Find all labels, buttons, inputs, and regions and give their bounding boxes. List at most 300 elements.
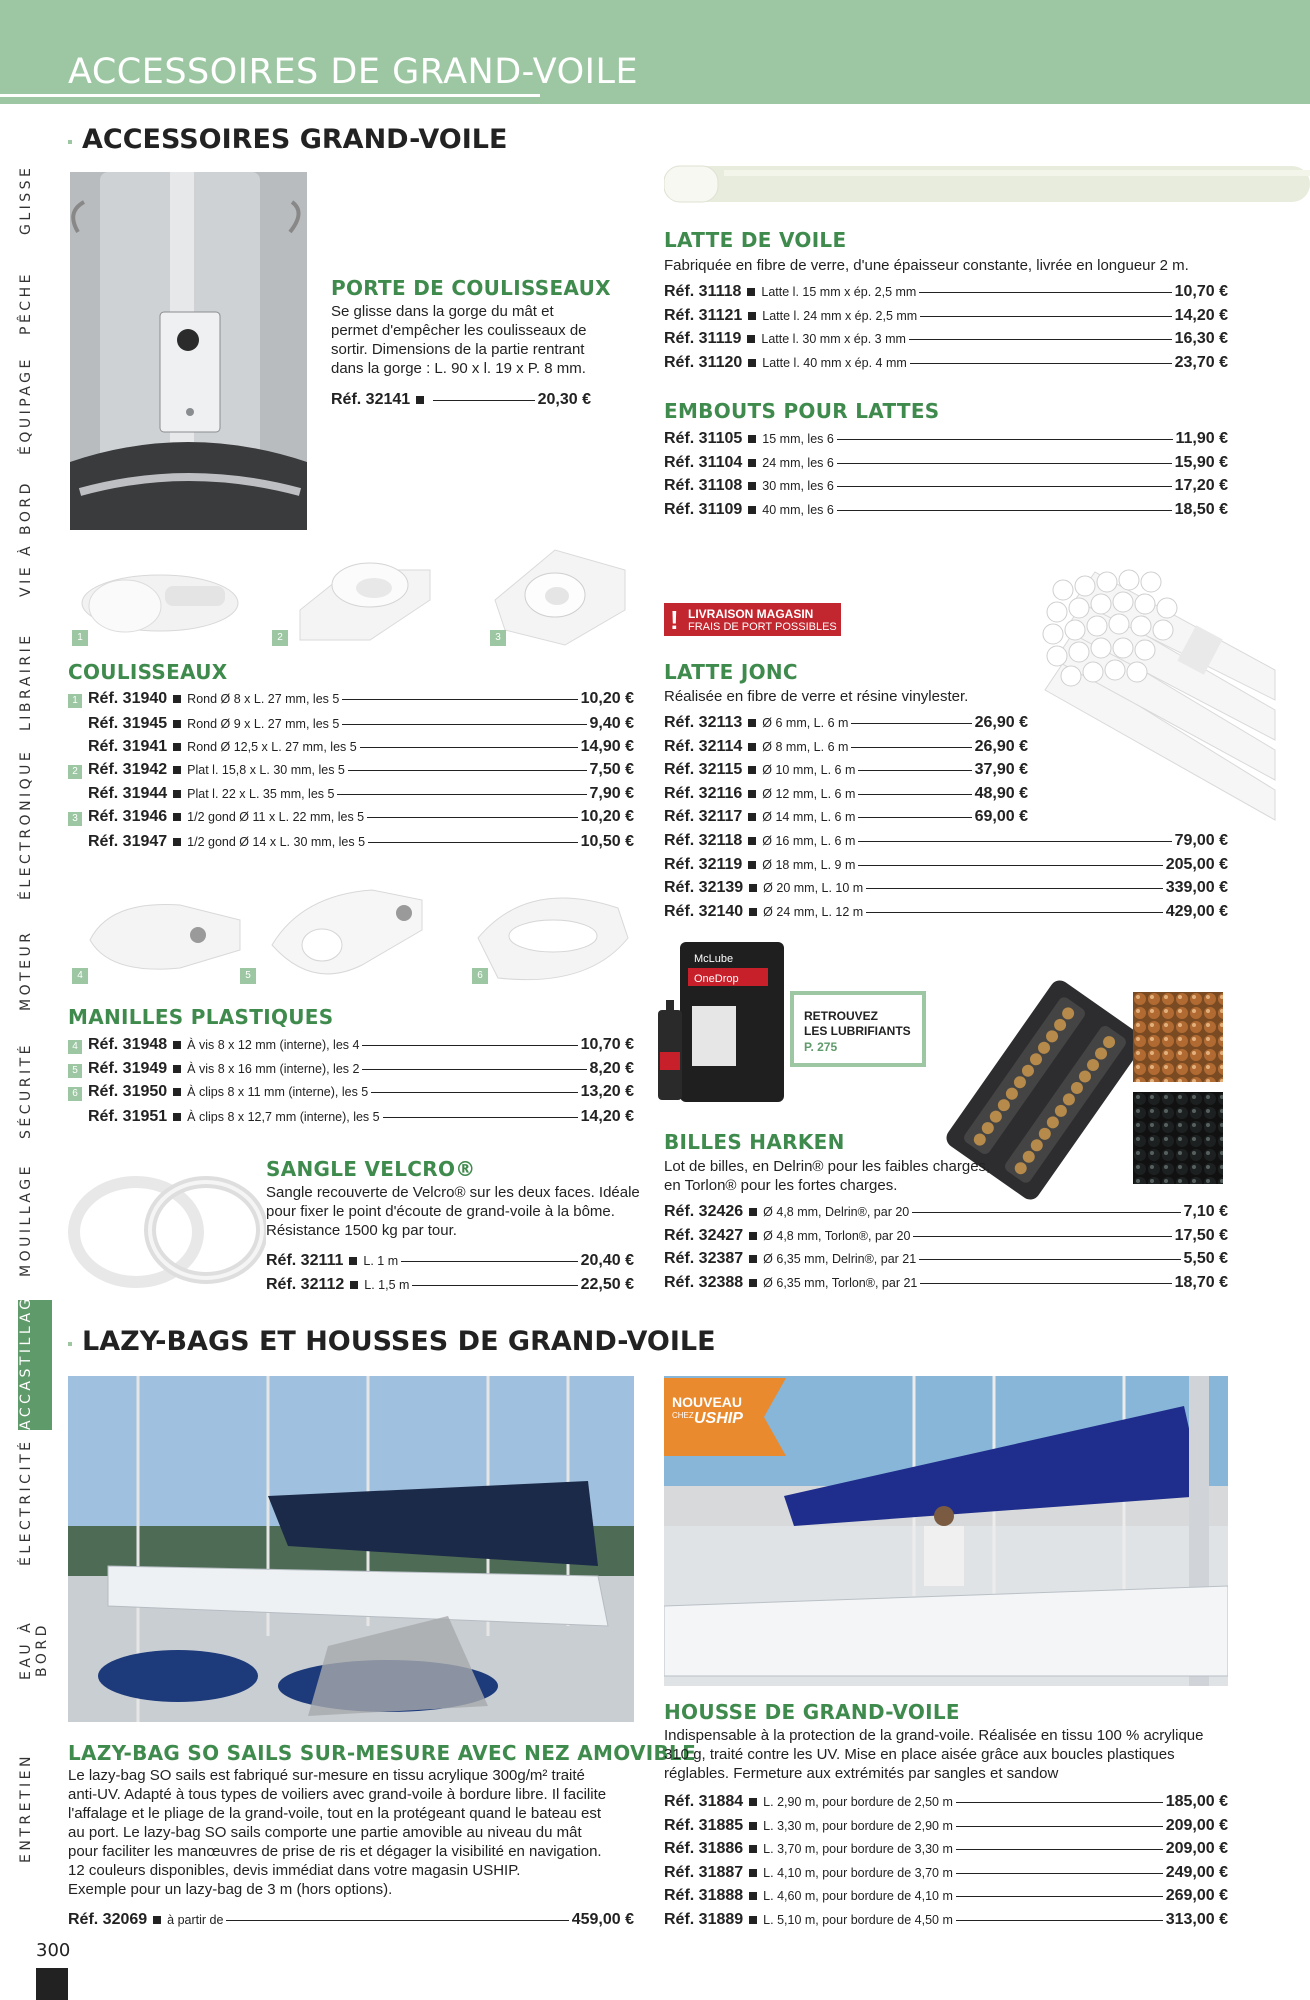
bullet-square-icon — [748, 459, 756, 467]
ref-code: Réf. 31884 — [664, 1793, 744, 1810]
description-line: Le lazy-bag SO sails est fabriqué sur-mesure en tissu acrylique 300g/m² traité — [68, 1767, 585, 1784]
ref-label: Ø 12 mm, L. 6 m — [762, 786, 856, 801]
price: 459,00 € — [571, 1911, 634, 1928]
bullet-square-icon — [173, 695, 181, 703]
bullet-square-icon — [749, 1798, 757, 1806]
variant-badge: 2 — [68, 765, 82, 779]
section-heading-accessoires: ACCESSOIRES GRAND-VOILE — [72, 124, 517, 155]
leader-line — [920, 1283, 1171, 1284]
ref-code: Réf. 31104 — [664, 453, 743, 471]
ref-code: Réf. 31889 — [664, 1910, 744, 1928]
side-tab-11[interactable]: EAU À BORD — [18, 1619, 50, 1681]
bullet-square-icon — [173, 743, 181, 751]
price: 13,20 € — [580, 1083, 634, 1101]
lazybag-description — [68, 1766, 606, 1899]
ref-label: Ø 6,35 mm, Delrin®, par 21 — [763, 1252, 917, 1267]
bullet-square-icon — [749, 1869, 757, 1877]
page-corner-block — [36, 1968, 68, 2000]
price: 48,90 € — [974, 784, 1028, 802]
ref-code: Réf. 31121 — [664, 306, 743, 324]
side-tab-12[interactable]: ENTRETIEN — [18, 1753, 34, 1863]
ref-row — [664, 307, 1228, 331]
leader-line — [401, 1261, 577, 1262]
ref-row — [664, 1887, 1228, 1911]
ref-label: Ø 24 mm, L. 12 m — [763, 904, 864, 919]
livraison-badge — [664, 603, 841, 636]
bullet-square-icon — [173, 766, 181, 774]
ref-row — [664, 1911, 1228, 1935]
price: 209,00 € — [1165, 1816, 1228, 1834]
description-line: Fabriquée en fibre de verre, d'une épaisseur constante, livrée en longueur 2 m. — [664, 257, 1189, 274]
description-line: permet d'empêcher les coulisseaux de — [331, 322, 587, 339]
side-tab-4[interactable]: LIBRAIRIE — [18, 632, 34, 732]
ref-row — [664, 856, 1228, 880]
ref-row — [664, 808, 1028, 832]
housse-title: HOUSSE DE GRAND-VOILE — [664, 1700, 960, 1724]
description-line: dans la gorge : L. 90 x l. 19 x P. 8 mm. — [331, 360, 586, 377]
ref-row — [664, 477, 1228, 501]
bullet-square-icon — [748, 861, 756, 869]
side-tab-9[interactable]: ACCASTILLAGE — [18, 1300, 52, 1430]
price: 18,70 € — [1174, 1273, 1228, 1291]
ref-label: 1/2 gond Ø 14 x L. 30 mm, les 5 — [187, 834, 366, 849]
bullet-square-icon — [748, 743, 756, 751]
torlon-balls-image — [1133, 1092, 1223, 1184]
ref-row — [68, 1036, 634, 1060]
ref-row — [68, 832, 634, 856]
ref-row — [68, 1060, 634, 1084]
ref-label: Ø 4,8 mm, Torlon®, par 20 — [763, 1228, 911, 1243]
price: 10,20 € — [580, 690, 634, 707]
leader-line — [858, 770, 971, 771]
ref-label: Latte l. 24 mm x ép. 2,5 mm — [762, 308, 918, 323]
variant-badge: 1 — [68, 694, 82, 708]
ref-row — [68, 690, 634, 714]
price: 20,40 € — [580, 1252, 634, 1269]
bullet-square-icon — [749, 1916, 757, 1924]
ref-code: Réf. 31888 — [664, 1887, 744, 1905]
nouveau-label: NOUVEAU — [672, 1394, 743, 1410]
ref-code: Réf. 32388 — [664, 1273, 744, 1291]
ref-code: Réf. 32111 — [266, 1252, 344, 1269]
price: 14,90 € — [580, 738, 634, 756]
price: 16,30 € — [1174, 330, 1228, 348]
ref-label: Ø 14 mm, L. 6 m — [762, 810, 856, 825]
leader-line — [433, 400, 534, 401]
ref-code: Réf. 31950 — [88, 1083, 168, 1101]
bullet-square-icon — [173, 790, 181, 798]
ref-code: Réf. 31951 — [88, 1107, 168, 1125]
bullet-square-icon — [173, 813, 181, 821]
bullet-square-icon — [173, 838, 181, 846]
ref-label: à partir de — [167, 1913, 224, 1927]
bullet-square-icon — [173, 1065, 181, 1073]
livraison-line2: FRAIS DE PORT POSSIBLES — [688, 621, 837, 633]
variant-badge: 6 — [68, 1087, 82, 1101]
leader-line — [858, 841, 1171, 842]
ref-label: Rond Ø 9 x L. 27 mm, les 5 — [187, 716, 340, 731]
latte-de-voile-image — [664, 160, 1310, 208]
retrouvez-line2: LES LUBRIFIANTS — [804, 1024, 911, 1038]
price: 14,20 € — [1174, 306, 1228, 324]
bullet-square-icon — [749, 1232, 757, 1240]
housse-ref-table — [664, 1793, 1228, 1935]
ref-code: Réf. 31949 — [88, 1059, 168, 1077]
ref-row — [68, 1107, 634, 1131]
leader-line — [337, 794, 586, 795]
coulisseau-demi-gond-image — [485, 530, 635, 650]
ref-label: L. 1,5 m — [364, 1277, 410, 1292]
price: 11,90 € — [1175, 430, 1228, 447]
ref-row — [664, 1250, 1228, 1274]
price: 23,70 € — [1174, 353, 1228, 371]
packaging-product-text: OneDrop — [694, 973, 739, 985]
manille-vis-longue-image — [262, 875, 432, 995]
ref-code: Réf. 32115 — [664, 761, 743, 779]
description-line: Lot de billes, en Delrin® pour les faibles charges, — [664, 1158, 991, 1175]
ref-code: Réf. 31942 — [88, 760, 168, 778]
ref-row — [664, 430, 1228, 454]
ref-row — [664, 903, 1228, 927]
description-line: en Torlon® pour les fortes charges. — [664, 1177, 898, 1194]
price: 8,20 € — [589, 1059, 634, 1077]
price: 205,00 € — [1165, 855, 1228, 873]
ref-code: Réf. 31944 — [88, 785, 168, 803]
coulisseaux-ref-table — [68, 690, 634, 855]
lazy-bag-photo — [68, 1376, 634, 1722]
bullet-square-icon — [349, 1257, 357, 1265]
description-line: au port. Le lazy-bag SO sails comporte une partie amovible au niveau du mât — [68, 1824, 582, 1841]
side-tab-5[interactable]: ÉLECTRONIQUE — [18, 748, 34, 900]
side-tab-8[interactable]: MOUILLAGE — [18, 1163, 34, 1277]
ref-code: Réf. 31885 — [664, 1816, 744, 1834]
bullet-square-icon — [173, 1113, 181, 1121]
manille-clips-image — [468, 878, 638, 993]
price: 79,00 € — [1174, 832, 1228, 849]
description-line: 310 g, traité contre les UV. Mise en place aisée grâce aux boucles plastiques — [664, 1746, 1175, 1763]
price: 269,00 € — [1165, 1887, 1228, 1905]
bullet-square-icon — [748, 435, 756, 443]
leader-line — [956, 1896, 1163, 1897]
description-line: anti-UV. Adapté à tous types de voiliers avec grand-voile à bordure libre. Il facilite — [68, 1786, 607, 1803]
porte-coulisseaux-image — [70, 172, 307, 530]
bullet-square-icon — [173, 1041, 181, 1049]
description-line: Sangle recouverte de Velcro® sur les deux faces. Idéale — [266, 1184, 640, 1201]
ref-label: L. 1 m — [363, 1254, 399, 1268]
ref-row — [664, 1274, 1228, 1298]
ref-code: Réf. 31947 — [88, 832, 168, 850]
image-tag-4: 4 — [72, 968, 88, 984]
leader-line — [909, 339, 1172, 340]
leader-line — [837, 463, 1172, 464]
page-number: 300 — [36, 1940, 71, 1961]
ref-label: L. 4,10 m, pour bordure de 3,70 m — [763, 1865, 953, 1880]
ref-label: À vis 8 x 16 mm (interne), les 2 — [187, 1061, 360, 1076]
leader-line — [226, 1920, 568, 1921]
ref-label: Rond Ø 8 x L. 27 mm, les 5 — [187, 692, 340, 706]
ref-row — [68, 1911, 634, 1935]
price: 14,20 € — [580, 1107, 634, 1125]
leader-line — [342, 699, 577, 700]
ref-code: Réf. 32119 — [664, 855, 743, 873]
jonc-ref-table-long — [664, 832, 1228, 926]
ref-label: À clips 8 x 11 mm (interne), les 5 — [187, 1085, 369, 1100]
ref-row — [664, 1840, 1228, 1864]
bullet-square-icon — [749, 1255, 757, 1263]
leader-line — [956, 1802, 1163, 1803]
bullet-square-icon — [748, 790, 756, 798]
ref-code: Réf. 32141 — [331, 391, 411, 408]
ref-label: Ø 6 mm, L. 6 m — [762, 716, 849, 730]
alert-icon: ! — [670, 605, 679, 635]
price: 249,00 € — [1165, 1863, 1228, 1881]
ref-code: Réf. 32140 — [664, 902, 744, 920]
ref-code: Réf. 31886 — [664, 1840, 744, 1858]
latte-jonc-bundle-image — [1035, 560, 1280, 828]
ref-row — [664, 879, 1228, 903]
leader-line — [342, 724, 586, 725]
image-tag-3: 3 — [490, 630, 506, 646]
packaging-brand-text: McLube — [694, 953, 734, 965]
image-tag-2: 2 — [272, 630, 288, 646]
description-line: pour faciliter les manœuvres de prise de ris et dégager la visibilité en navigation. — [68, 1843, 602, 1860]
price: 37,90 € — [974, 761, 1028, 779]
leader-line — [360, 747, 578, 748]
bullet-square-icon — [749, 1208, 757, 1216]
ref-code: Réf. 31940 — [88, 690, 168, 707]
housse-description — [664, 1726, 1204, 1783]
embouts-ref-table — [664, 430, 1228, 524]
leader-line — [371, 1092, 577, 1093]
price: 18,50 € — [1174, 500, 1228, 518]
price: 15,90 € — [1174, 453, 1228, 471]
page-title: ACCESSOIRES DE GRAND-VOILE — [68, 52, 639, 92]
variant-badge: 4 — [68, 1040, 82, 1054]
side-tab-6[interactable]: MOTEUR — [18, 929, 34, 1011]
leader-line — [956, 1873, 1163, 1874]
leader-line — [412, 1285, 577, 1286]
description-line: Se glisse dans la gorge du mât et — [331, 303, 554, 320]
variant-badge — [68, 714, 82, 728]
leader-line — [362, 1069, 586, 1070]
ref-code: Réf. 31109 — [664, 500, 743, 518]
billes-title: BILLES HARKEN — [664, 1130, 845, 1154]
ref-label: L. 3,70 m, pour bordure de 3,30 m — [763, 1842, 953, 1857]
price: 7,90 € — [589, 785, 634, 803]
ref-code: Réf. 32426 — [664, 1203, 744, 1220]
variant-badge: 3 — [68, 812, 82, 826]
ref-code: Réf. 32117 — [664, 808, 743, 826]
jonc-description — [664, 687, 968, 706]
price: 26,90 € — [974, 737, 1028, 755]
leader-line — [837, 486, 1172, 487]
leader-line — [866, 888, 1163, 889]
side-tab-bar — [18, 160, 52, 1900]
sangle-ref-table — [266, 1252, 634, 1299]
latte-description — [664, 256, 1189, 275]
side-tab-0[interactable]: GLISSE — [18, 164, 34, 236]
ref-code: Réf. 31108 — [664, 477, 743, 495]
coulisseau-plat-image — [290, 530, 440, 650]
ref-row — [664, 454, 1228, 478]
ref-label: Latte l. 40 mm x ép. 4 mm — [762, 355, 907, 370]
ref-row — [68, 784, 634, 808]
side-tab-7[interactable]: SÉCURITÉ — [18, 1041, 34, 1139]
ref-label: Ø 20 mm, L. 10 m — [763, 881, 864, 896]
ref-row — [664, 1817, 1228, 1841]
ref-row — [664, 1864, 1228, 1888]
side-tab-10[interactable]: ÉLECTRICITÉ — [18, 1438, 34, 1566]
ref-row — [68, 737, 634, 761]
bullet-square-icon — [748, 482, 756, 490]
livraison-line1: LIVRAISON MAGASIN — [688, 607, 814, 621]
description-line: réglables. Fermeture aux extrémités par sangles et sandow — [664, 1765, 1059, 1782]
ref-row — [664, 283, 1228, 307]
ref-row — [664, 832, 1228, 856]
latte-ref-table — [664, 283, 1228, 377]
ref-row — [664, 1203, 1228, 1227]
bullet-square-icon — [173, 720, 181, 728]
bullet-square-icon — [749, 1279, 757, 1287]
ref-row — [68, 1083, 634, 1107]
ref-code: Réf. 31120 — [664, 353, 743, 371]
price: 17,20 € — [1174, 477, 1228, 495]
ref-label: Ø 10 mm, L. 6 m — [762, 763, 856, 778]
ref-label: À vis 8 x 12 mm (interne), les 4 — [187, 1038, 360, 1052]
price: 429,00 € — [1165, 902, 1228, 920]
title-underline — [0, 94, 540, 97]
bullet-square-icon — [749, 884, 757, 892]
bullet-square-icon — [748, 359, 756, 367]
description-line: Exemple pour un lazy-bag de 3 m (hors options). — [68, 1881, 393, 1898]
ref-row — [664, 714, 1028, 738]
variant-badge — [68, 737, 82, 751]
ref-label: Plat l. 15,8 x L. 30 mm, les 5 — [187, 762, 345, 777]
price: 10,70 € — [1174, 283, 1228, 300]
ref-label: Plat l. 22 x L. 35 mm, les 5 — [187, 787, 335, 802]
leader-line — [837, 439, 1173, 440]
retrouvez-page-ref: P. 275 — [804, 1040, 838, 1054]
price: 7,10 € — [1183, 1203, 1228, 1220]
ref-label: Latte l. 15 mm x ép. 2,5 mm — [761, 285, 917, 299]
ref-row — [664, 501, 1228, 525]
bullet-square-icon — [747, 288, 755, 296]
price: 26,90 € — [974, 714, 1028, 731]
ref-row — [664, 330, 1228, 354]
ref-code: Réf. 32116 — [664, 784, 743, 802]
price: 313,00 € — [1165, 1910, 1228, 1928]
ref-code: Réf. 31941 — [88, 738, 168, 756]
leader-line — [912, 1212, 1180, 1213]
leader-line — [858, 865, 1162, 866]
leader-line — [866, 912, 1163, 913]
description-line: Indispensable à la protection de la grand-voile. Réalisée en tissu 100 % acrylique — [664, 1727, 1204, 1744]
price: 22,50 € — [580, 1275, 634, 1293]
side-tab-2[interactable]: ÉQUIPAGE — [18, 356, 34, 456]
ref-label: Ø 8 mm, L. 6 m — [762, 739, 849, 754]
description-line: sortir. Dimensions de la partie rentrant — [331, 341, 585, 358]
coulisseaux-title: COULISSEAUX — [68, 660, 228, 684]
price: 9,40 € — [589, 714, 634, 732]
ref-label: Latte l. 30 mm x ép. 3 mm — [761, 332, 906, 347]
latte-title: LATTE DE VOILE — [664, 228, 847, 252]
price: 7,50 € — [589, 760, 634, 778]
bullet-square-icon — [748, 837, 756, 845]
bullet-square-icon — [747, 335, 755, 343]
leader-line — [362, 1045, 577, 1046]
ref-code: Réf. 31946 — [88, 807, 168, 825]
bullet-square-icon — [749, 908, 757, 916]
ref-label: L. 2,90 m, pour bordure de 2,50 m — [763, 1795, 953, 1809]
price: 10,50 € — [580, 832, 634, 850]
side-tab-1[interactable]: PÊCHE — [18, 271, 34, 335]
ref-label: L. 4,60 m, pour bordure de 4,10 m — [763, 1889, 953, 1904]
ref-code: Réf. 32139 — [664, 879, 744, 897]
leader-line — [383, 1117, 578, 1118]
ref-label: L. 3,30 m, pour bordure de 2,90 m — [763, 1818, 953, 1833]
bullet-square-icon — [748, 506, 756, 514]
ref-code: Réf. 31118 — [664, 283, 742, 300]
porte-description — [331, 302, 587, 378]
price: 20,30 € — [537, 391, 591, 408]
description-line: l'affalage et le pliage de la grand-voile, tout en la protégeant quand le bateau est — [68, 1805, 601, 1822]
ref-row — [68, 761, 634, 785]
ref-row — [68, 714, 634, 738]
onedrop-lubricant-image — [658, 942, 786, 1110]
coulisseau-rond-image — [70, 548, 250, 648]
ref-code: Réf. 32427 — [664, 1226, 744, 1244]
ref-label: 1/2 gond Ø 11 x L. 22 mm, les 5 — [187, 809, 365, 824]
header-band — [0, 0, 1310, 104]
bullet-square-icon — [748, 813, 756, 821]
porte-title: PORTE DE COULISSEAUX — [331, 276, 611, 300]
side-tab-3[interactable]: VIE À BORD — [18, 480, 34, 598]
ref-label: Rond Ø 12,5 x L. 27 mm, les 5 — [187, 740, 357, 755]
manilles-title: MANILLES PLASTIQUES — [68, 1005, 334, 1029]
ref-row — [331, 391, 591, 415]
leader-line — [348, 770, 587, 771]
bullet-square-icon — [748, 719, 756, 727]
ref-row — [266, 1252, 634, 1276]
leader-line — [858, 794, 971, 795]
leader-line — [910, 363, 1172, 364]
leader-line — [919, 1259, 1180, 1260]
ref-code: Réf. 32069 — [68, 1911, 148, 1928]
leader-line — [368, 842, 578, 843]
ref-code: Réf. 31945 — [88, 714, 168, 732]
delrin-balls-image — [1133, 992, 1223, 1082]
bullet-square-icon — [350, 1281, 358, 1289]
sangle-title: SANGLE VELCRO® — [266, 1157, 476, 1181]
ref-row — [664, 785, 1028, 809]
ref-label: 24 mm, les 6 — [762, 455, 834, 470]
section-heading-lazy: LAZY-BAGS ET HOUSSES DE GRAND-VOILE — [72, 1326, 726, 1357]
leader-line — [851, 723, 971, 724]
ref-code: Réf. 31887 — [664, 1863, 744, 1881]
price: 185,00 € — [1165, 1793, 1228, 1810]
retrouvez-line1: RETROUVEZ — [804, 1009, 879, 1023]
leader-line — [956, 1826, 1163, 1827]
ref-code: Réf. 32114 — [664, 737, 743, 755]
price: 10,20 € — [580, 807, 634, 825]
jonc-ref-table-short — [664, 714, 1028, 832]
price: 69,00 € — [974, 808, 1028, 826]
ref-label: Ø 18 mm, L. 9 m — [762, 857, 856, 872]
ref-code: Réf. 32113 — [664, 714, 743, 731]
variant-badge: 5 — [68, 1064, 82, 1078]
sangle-description — [266, 1183, 640, 1240]
ref-code: Réf. 32387 — [664, 1250, 744, 1268]
